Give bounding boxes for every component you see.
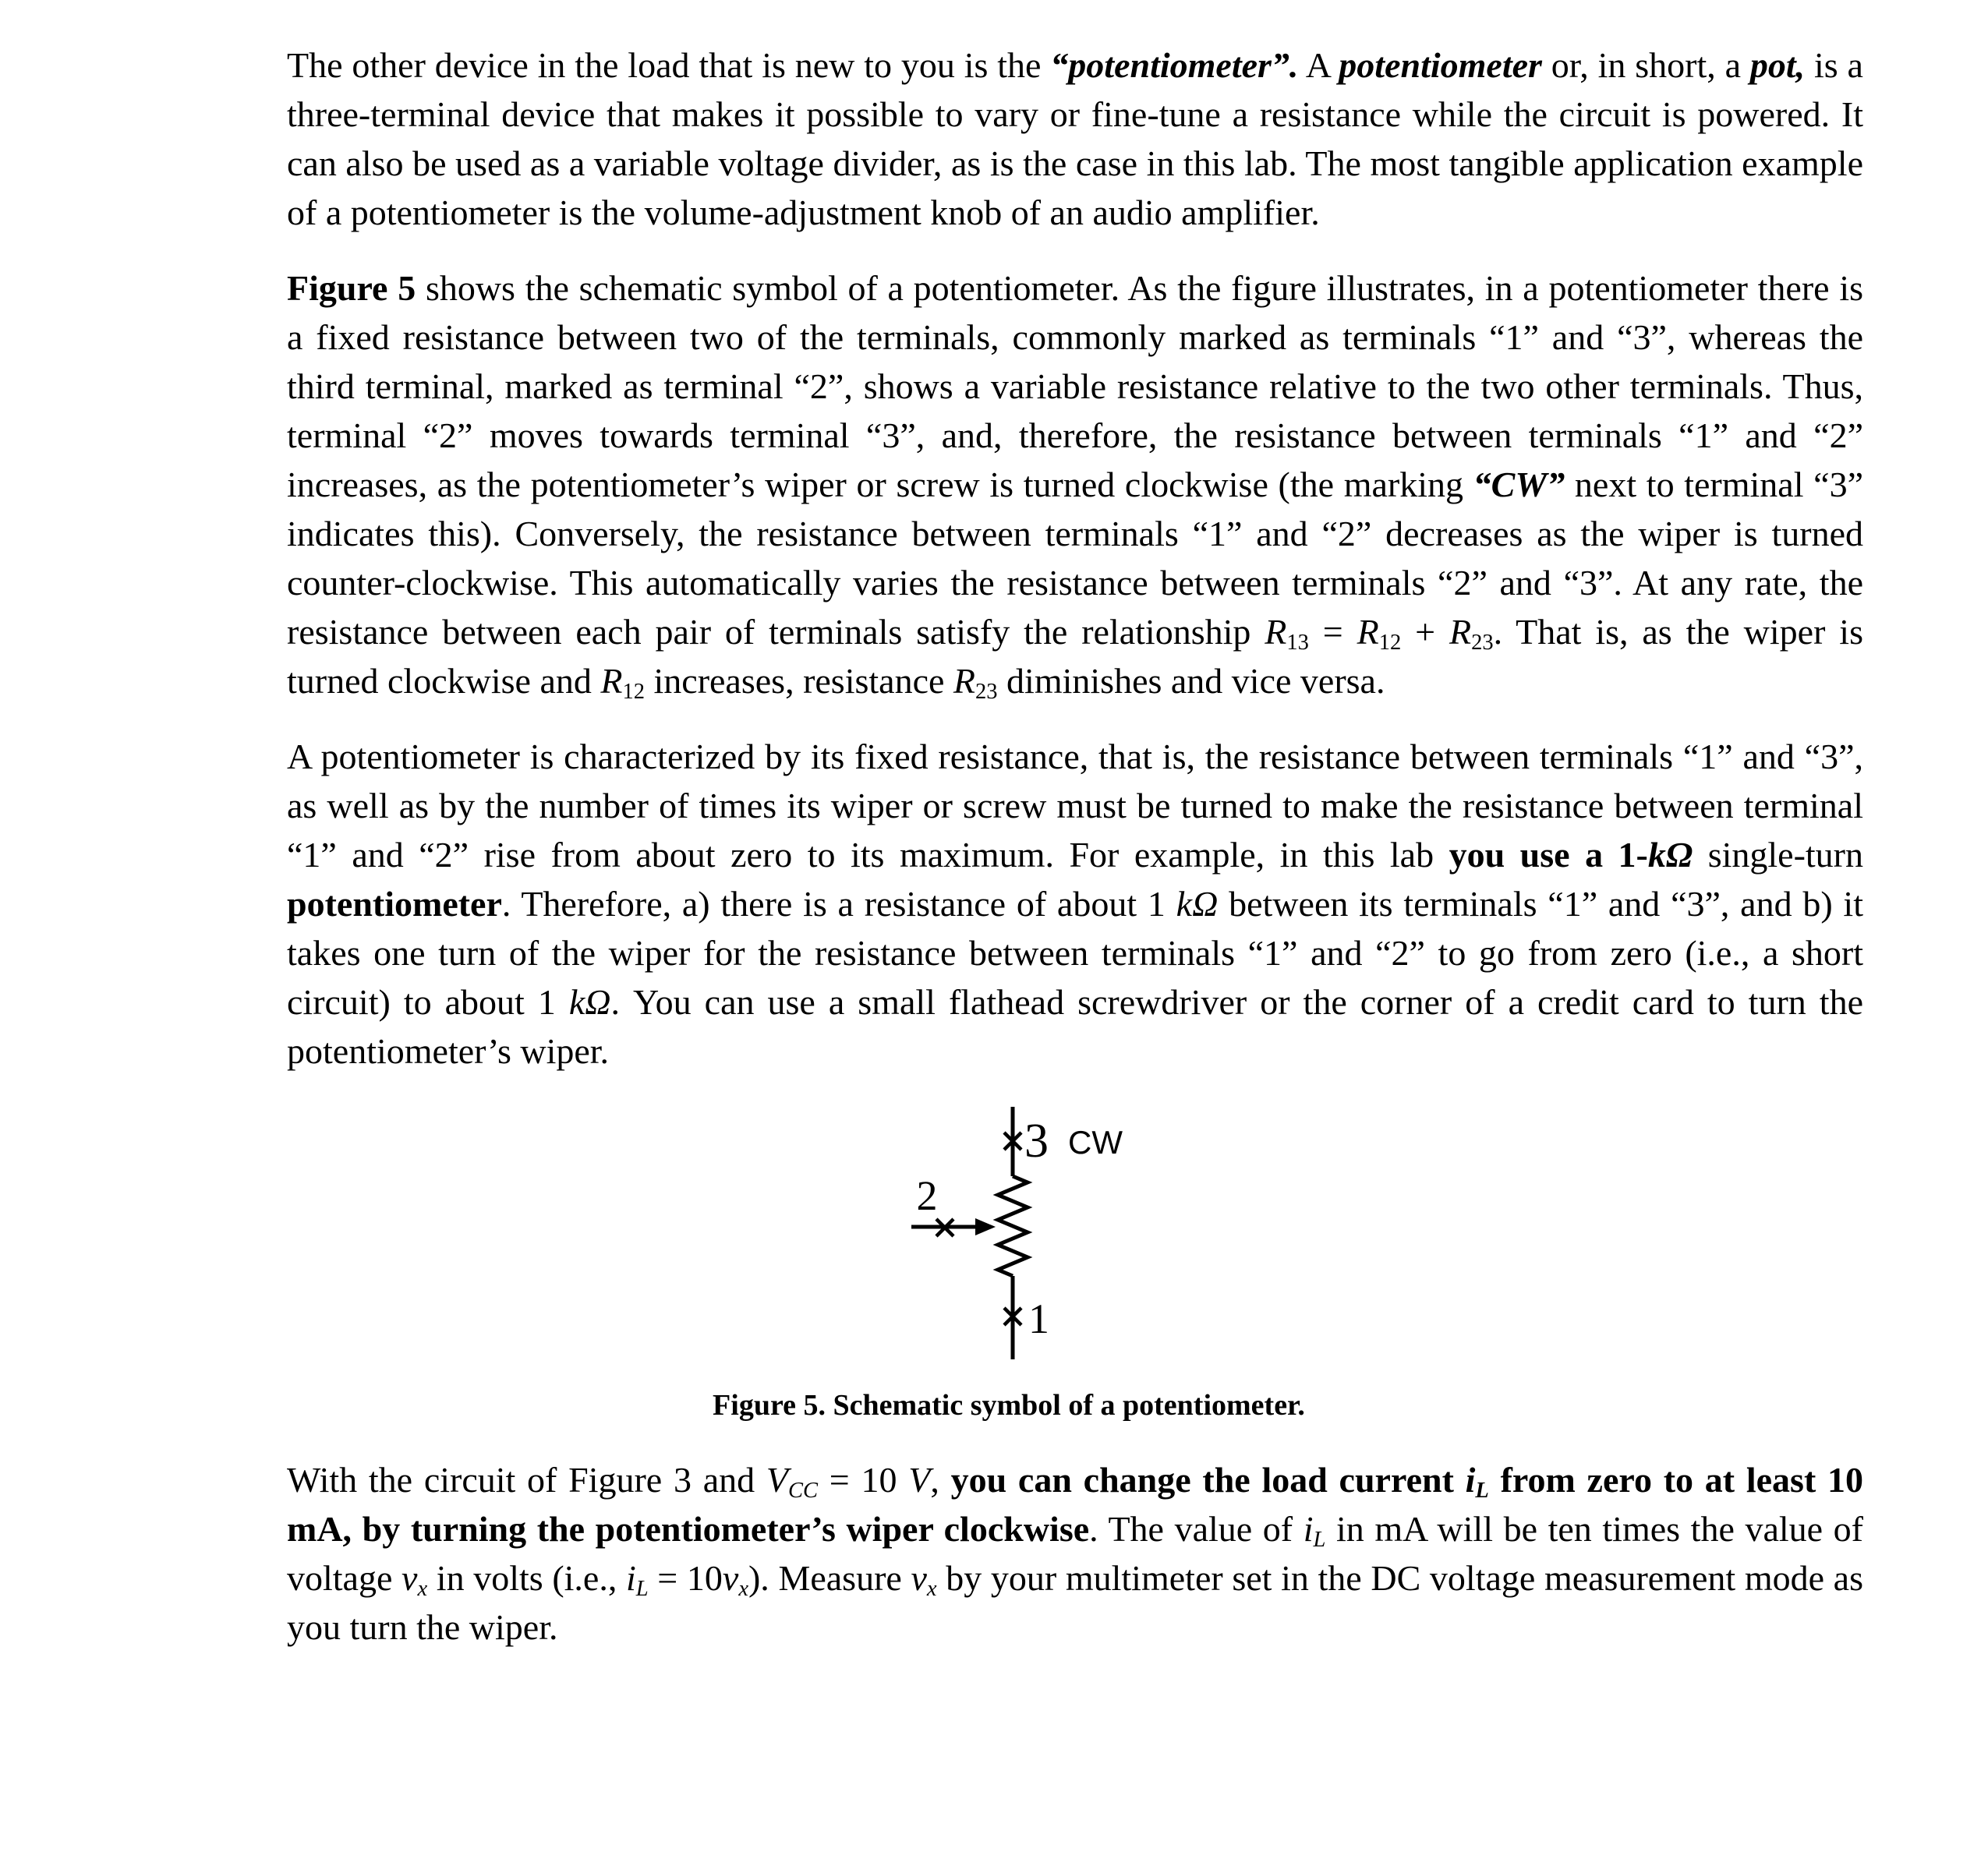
- text-run: potentiometer: [1339, 45, 1542, 85]
- text-run: L: [1475, 1479, 1489, 1504]
- text-run: by your multimeter set in the DC voltage measurement mode as you turn the wiper.: [287, 1558, 1863, 1647]
- resistor-zigzag: [998, 1176, 1028, 1276]
- text-run: R: [600, 661, 623, 701]
- text-run: x: [926, 1577, 937, 1602]
- text-run: single-turn: [1693, 835, 1863, 875]
- text-run: kΩ: [1647, 835, 1693, 875]
- text-run: 23: [975, 680, 998, 705]
- text-run: x: [417, 1577, 428, 1602]
- text-run: shows the schematic symbol of a potentiometer. As the figure illustrates, in a potentiometer there is a fixed resistance between two of the terminals, commonly marked as terminals “1” and “3”, whereas the third terminal, marked as terminal “2”, shows a variable resistance relative to the two other terminals. Thus, terminal “2” moves towards terminal “3”, and, therefore, the resistance between terminals “1” and “2” increases, as the potentiometer’s wiper or screw is turned clockwise (the marking: [287, 268, 1863, 504]
- text-run: x: [738, 1577, 748, 1602]
- text-run: i: [1465, 1460, 1476, 1500]
- text-run: kΩ: [568, 982, 611, 1022]
- text-run: i: [1303, 1509, 1314, 1549]
- text-run: kΩ: [1176, 884, 1219, 924]
- text-run: +: [1401, 612, 1449, 652]
- text-run: v: [911, 1558, 927, 1598]
- text-run: diminishes and vice versa.: [997, 661, 1385, 701]
- text-run: 12: [1378, 631, 1402, 656]
- text-run: R: [953, 661, 976, 701]
- figure-5-caption: [221, 1388, 1797, 1422]
- text-run: v: [722, 1558, 739, 1598]
- text-run: R: [1265, 612, 1287, 652]
- text-run: A: [1298, 45, 1339, 85]
- text-run: . That is, as the wiper is turned clockwise and: [287, 612, 1863, 701]
- text-run: “potentiometer”.: [1050, 45, 1299, 85]
- text-run: CC: [787, 1479, 819, 1504]
- text-run: . You can use a small flathead screwdriver or the corner of a credit card to turn the potentiometer’s wiper.: [287, 982, 1863, 1071]
- text-run: =: [1308, 612, 1357, 652]
- text-run: The other device in the load that is new to you is the: [287, 45, 1051, 85]
- text-run: potentiometer: [287, 884, 502, 924]
- text-run: in volts (i.e.,: [427, 1558, 626, 1598]
- text-run: from zero to at least 10 mA, by turning the potentiometer’s wiper clockwise: [287, 1460, 1864, 1549]
- terminal-3-label: 3: [1024, 1115, 1049, 1168]
- potentiometer-schematic-svg: [868, 1102, 1149, 1364]
- text-run: A potentiometer is characterized by its fixed resistance, that is, the resistance between terminals “1” and “3”, as well as by the number of times its wiper or screw must be turned to make the resistance between terminal “1” and “2” rise from about zero to its maximum. For example, in this lab: [287, 737, 1863, 875]
- text-run: R: [1449, 612, 1472, 652]
- text-run: between its terminals “1” and “3”, and b) it takes one turn of the wiper for the resistance between terminals “1” and “2” to go from zero (i.e., a short circuit) to about 1: [287, 884, 1863, 1022]
- paragraph-pot-characteristics: [287, 732, 1863, 1076]
- cw-label: CW: [1068, 1124, 1123, 1161]
- text-run: V: [908, 1460, 931, 1500]
- text-run: R: [1357, 612, 1379, 652]
- text-run: With the circuit of Figure 3 and: [287, 1460, 766, 1500]
- text-run: = 10: [818, 1460, 909, 1500]
- text-run: L: [1313, 1528, 1326, 1553]
- text-run: 13: [1286, 631, 1309, 656]
- terminal-2-label: 2: [916, 1172, 938, 1219]
- text-run: 23: [1471, 631, 1494, 656]
- text-run: or, in short, a: [1541, 45, 1750, 85]
- text-run: . The value of: [1089, 1509, 1304, 1549]
- text-run: Figure 5: [287, 268, 416, 308]
- text-run: V: [766, 1460, 788, 1500]
- text-run: “CW”: [1473, 465, 1565, 504]
- paragraph-load-current: [287, 1455, 1863, 1652]
- paragraph-potentiometer-intro: [287, 41, 1863, 237]
- text-run: v: [401, 1558, 418, 1598]
- text-run: next to terminal “3” indicates this). Conversely, the resistance between terminals “1” and “2” decreases as the wiper is turned counter-clockwise. This automatically varies the resistance between terminals “2” and “3”. At any rate, the resistance between each pair of terminals satisfy the relationship: [287, 465, 1863, 652]
- text-run: . Therefore, a) there is a resistance of about 1: [501, 884, 1176, 924]
- text-run: you use a 1-: [1449, 835, 1648, 875]
- text-run: increases, resistance: [645, 661, 953, 701]
- paragraph-figure5-description: [287, 263, 1863, 705]
- text-run: ,: [930, 1460, 951, 1500]
- text-run: Figure 5. Schematic symbol of a potentiometer.: [713, 1389, 1305, 1422]
- text-run: in mA will be ten times the value of voltage: [287, 1509, 1863, 1598]
- text-run: i: [626, 1558, 636, 1598]
- text-run: you can change the load current: [950, 1460, 1466, 1500]
- text-run: ). Measure: [748, 1558, 911, 1598]
- text-run: 12: [622, 680, 645, 705]
- text-run: pot,: [1749, 45, 1806, 85]
- text-run: = 10: [648, 1558, 723, 1598]
- terminal-1-label: 1: [1028, 1295, 1049, 1342]
- figure-5-potentiometer-symbol: [221, 1102, 1797, 1368]
- text-run: L: [635, 1577, 649, 1602]
- text-run: is a three-terminal device that makes it possible to vary or fine-tune a resistance while the circuit is powered. It can also be used as a variable voltage divider, as is the case in this lab. The most tangible application example of a potentiometer is the volume-adjustment knob of an audio amplifier.: [287, 45, 1863, 232]
